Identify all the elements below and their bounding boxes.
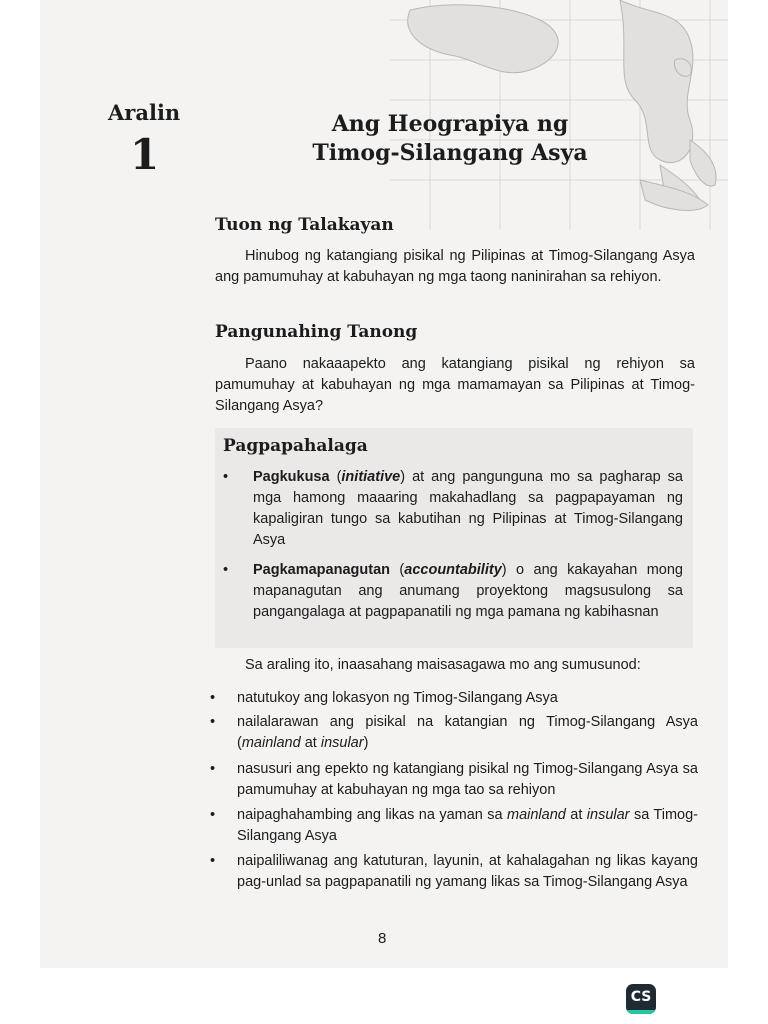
value-term: Pagkukusa bbox=[253, 469, 330, 485]
objective-text: nasusuri ang epekto ng katangiang pisikal ng Timog-Silangang Asya sa pamumuhay at kabuhayan ng mga tao sa rehiyon bbox=[237, 761, 698, 798]
bullet-icon: • bbox=[210, 853, 216, 869]
value-english: accountability bbox=[404, 562, 502, 578]
lesson-title-line-2: Timog-Silangang Asya bbox=[312, 140, 588, 166]
pagpapahalaga-box bbox=[215, 428, 693, 648]
value-english: initiative bbox=[341, 469, 401, 485]
list-item-text: Pagkukusa (initiative) at ang pangunguna mo sa pagharap sa mga hamong maaaring makahadlang sa pagpapayaman ng kapaligiran tungo sa kabutihan ng Pilipinas at Timog-Silangang Asya bbox=[253, 469, 683, 548]
list-item bbox=[223, 467, 683, 551]
objective-text-part: naipaghahambing ang likas na yaman sa bbox=[237, 807, 507, 823]
bullet-icon: • bbox=[223, 562, 229, 578]
bullet-icon: • bbox=[210, 714, 216, 730]
bullet-icon: • bbox=[210, 807, 216, 823]
value-term: Pagkamapanagutan bbox=[253, 562, 390, 578]
objective-text-part: at bbox=[300, 735, 321, 751]
tanong-heading: Pangunahing Tanong bbox=[215, 322, 418, 342]
document-page bbox=[40, 0, 728, 968]
objective-text: natutukoy ang lokasyon ng Timog-Silangang Asya bbox=[237, 690, 558, 706]
objective-text-part: nailalarawan ang pisikal na katangian ng Timog-Silangang Asya ( bbox=[237, 714, 698, 751]
objective-text-part: insular bbox=[320, 735, 364, 751]
objective-text-part: at bbox=[565, 807, 587, 823]
tuon-paragraph: Hinubog ng katangiang pisikal ng Pilipinas at Timog-Silangang Asya ang pamumuhay at kabuhayan ng mga taong naninirahan sa rehiyon. bbox=[215, 248, 695, 285]
bullet-icon: • bbox=[210, 690, 216, 706]
bullet-icon: • bbox=[223, 469, 229, 485]
list-item bbox=[210, 712, 698, 754]
objective-text-part: sa Timog-Silangang Asya bbox=[237, 807, 698, 844]
tuon-heading: Tuon ng Talakayan bbox=[215, 215, 394, 235]
bullet-icon: • bbox=[210, 761, 216, 777]
objective-text-part: ) bbox=[363, 735, 369, 751]
lesson-title-line-1: Ang Heograpiya ng bbox=[331, 111, 569, 137]
objective-text bbox=[237, 805, 698, 847]
list-item bbox=[210, 688, 698, 709]
camscanner-logo: CS bbox=[626, 984, 656, 1014]
objective-text-part: insular bbox=[586, 807, 630, 823]
lesson-number: 1 bbox=[130, 130, 160, 179]
list-item bbox=[210, 805, 698, 847]
list-item bbox=[223, 560, 683, 623]
page-number: 8 bbox=[378, 930, 387, 947]
objective-text bbox=[237, 712, 698, 754]
objective-text: naipaliliwanag ang katuturan, layunin, at kahalagahan ng likas kayang pag-unlad sa pagpapanatili ng yamang likas sa Timog-Silangang Asya bbox=[237, 853, 698, 890]
value-description: o ang kakayahan mong mapanagutan ang anumang proyektong magsusulong sa pangangalaga at pagpapanatili ng mga pamana ng kabihasnan bbox=[253, 562, 683, 620]
value-description: at ang pangunguna mo sa pagharap sa mga hamong maaaring makahadlang sa pagpapayaman ng kapaligiran tungo sa kabutihan ng Pilipinas at Timog-Silangang Asya bbox=[253, 469, 683, 548]
tanong-paragraph: Paano nakaaapekto ang katangiang pisikal ng rehiyon sa pamumuhay at kabuhayan ng mga mamamayan sa Pilipinas at Timog-Silangang Asya? bbox=[215, 356, 695, 414]
objective-text-part: mainland bbox=[241, 735, 301, 751]
objectives-intro: Sa araling ito, inaasahang maisasagawa mo ang sumusunod: bbox=[245, 657, 641, 673]
list-item bbox=[210, 851, 698, 893]
list-item-text: Pagkamapanagutan (accountability) o ang kakayahan mong mapanagutan ang anumang proyektong magsusulong sa pangangalaga at pagpapanatili ng mga pamana ng kabihasnan bbox=[253, 562, 683, 620]
lesson-title bbox=[270, 110, 630, 168]
objective-text-part: mainland bbox=[507, 807, 566, 823]
pagpapahalaga-heading: Pagpapahalaga bbox=[223, 436, 368, 456]
lesson-label: Aralin bbox=[108, 100, 181, 125]
list-item bbox=[210, 759, 698, 801]
